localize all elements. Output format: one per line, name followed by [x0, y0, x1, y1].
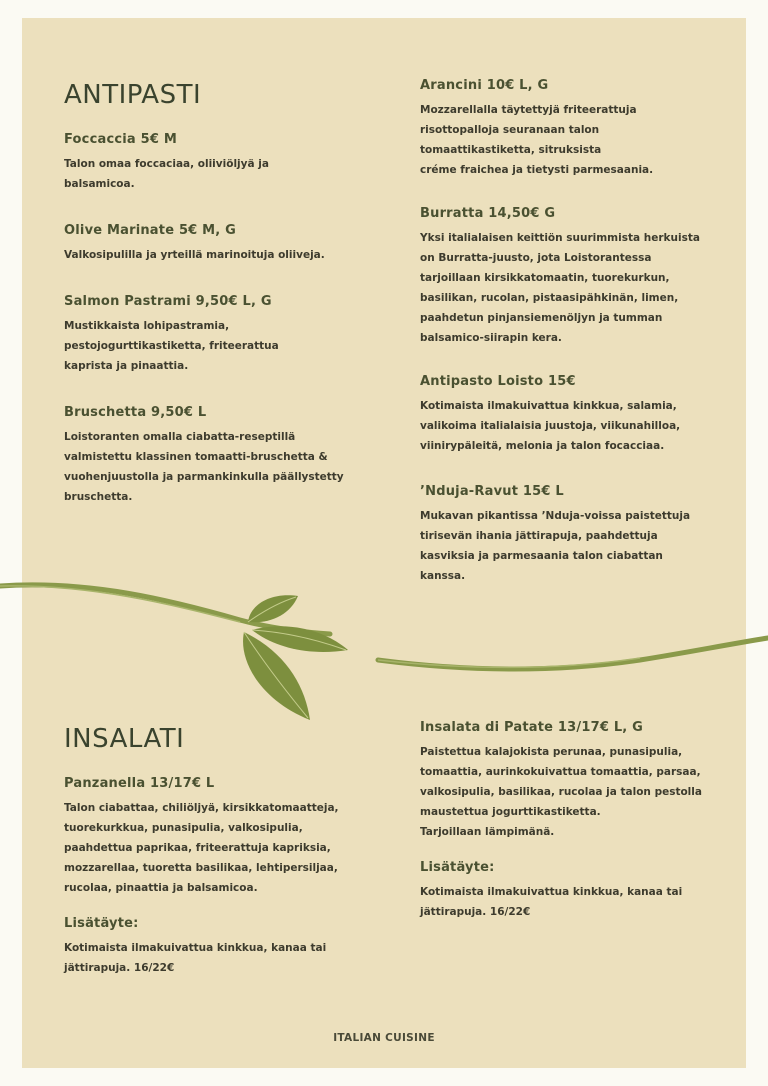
menu-item-extra: [420, 858, 730, 922]
item-description: Kotimaista ilmakuivattua kinkkua, kanaa tai jättirapuja. 16/22€: [420, 886, 683, 918]
item-name: Burratta 14,50€ G: [420, 206, 556, 221]
menu-item: [64, 130, 384, 194]
item-name: Antipasto Loisto 15€: [420, 374, 576, 389]
item-name: Foccaccia 5€ M: [64, 132, 177, 147]
menu-item: [420, 76, 730, 180]
menu-item: [420, 372, 730, 456]
menu-item: [420, 204, 730, 348]
item-name: Lisätäyte:: [420, 860, 495, 875]
footer-label: ITALIAN CUISINE: [333, 1032, 435, 1044]
menu-item: [64, 221, 384, 265]
olive-branch-icon: [0, 560, 768, 730]
item-description: Yksi italialaisen keittiön suurimmista herkuista on Burratta-juusto, jota Loistorantessa tarjoillaan kirsikkatomaatin, tuorekurkun, basilikan, rucolan, pistaasipähkinän, limen, paahdetun pinjansiemenöljyn ja tumman balsamico-siirapin kera.: [420, 232, 700, 344]
menu-item: [64, 774, 384, 898]
menu-item: [64, 292, 384, 376]
item-description: Paistettua kalajokista perunaa, punasipulia, tomaattia, aurinkokuivattua tomaattia, parsaa, valkosipulia, basilikaa, rucolaa ja talon pestolla maustettua jogurttikastiketta. Tarjoillaan lämpimänä.: [420, 746, 702, 838]
item-name: Salmon Pastrami 9,50€ L, G: [64, 294, 272, 309]
menu-item: [420, 718, 730, 842]
item-description: Mukavan pikantissa ’Nduja-voissa paistettuja tirisevän ihania jättirapuja, paahdettuja kasviksia ja parmesaania talon ciabattan kanssa.: [420, 510, 691, 582]
item-name: ’Nduja-Ravut 15€ L: [420, 484, 564, 499]
item-name: Olive Marinate 5€ M, G: [64, 223, 237, 238]
item-description: Talon ciabattaa, chiliöljyä, kirsikkatomaatteja, tuorekurkkua, punasipulia, valkosipulia, paahdettua paprikaa, friteerattuja kapriksia, mozzarellaa, tuoretta basilikaa, lehtipersiljaa, rucolaa, pinaattia ja balsamicoa.: [64, 802, 339, 894]
item-description: Kotimaista ilmakuivattua kinkkua, kanaa tai jättirapuja. 16/22€: [64, 942, 327, 974]
section-title-antipasti: ANTIPASTI: [64, 80, 202, 110]
item-description: Mustikkaista lohipastramia, pestojogurttikastiketta, friteerattua kaprista ja pinaattia.: [64, 320, 279, 372]
item-name: Bruschetta 9,50€ L: [64, 405, 207, 420]
item-name: Panzanella 13/17€ L: [64, 776, 215, 791]
item-description: Kotimaista ilmakuivattua kinkkua, salamia, valikoima italialaisia juustoja, viikunahilloa, viinirypäleitä, melonia ja talon focacciaa.: [420, 400, 681, 452]
item-name: Insalata di Patate 13/17€ L, G: [420, 720, 644, 735]
item-name: Arancini 10€ L, G: [420, 78, 549, 93]
item-description: Loistoranten omalla ciabatta-reseptillä valmistettu klassinen tomaatti-bruschetta & vuohenjuustolla ja parmankinkulla päällystetty bruschetta.: [64, 431, 344, 503]
section-title-insalati: INSALATI: [64, 724, 185, 754]
item-name: Lisätäyte:: [64, 916, 139, 931]
menu-item: [64, 403, 394, 507]
menu-item-extra: [64, 914, 384, 978]
item-description: Talon omaa foccaciaa, oliiviöljyä ja balsamicoa.: [64, 158, 269, 190]
menu-card: [22, 18, 746, 1068]
item-description: Valkosipulilla ja yrteillä marinoituja oliiveja.: [64, 249, 325, 261]
item-description: Mozzarellalla täytettyjä friteerattuja risottopalloja seuranaan talon tomaattikastiketta, sitruksista créme fraichea ja tietysti parmesaania.: [420, 104, 654, 176]
